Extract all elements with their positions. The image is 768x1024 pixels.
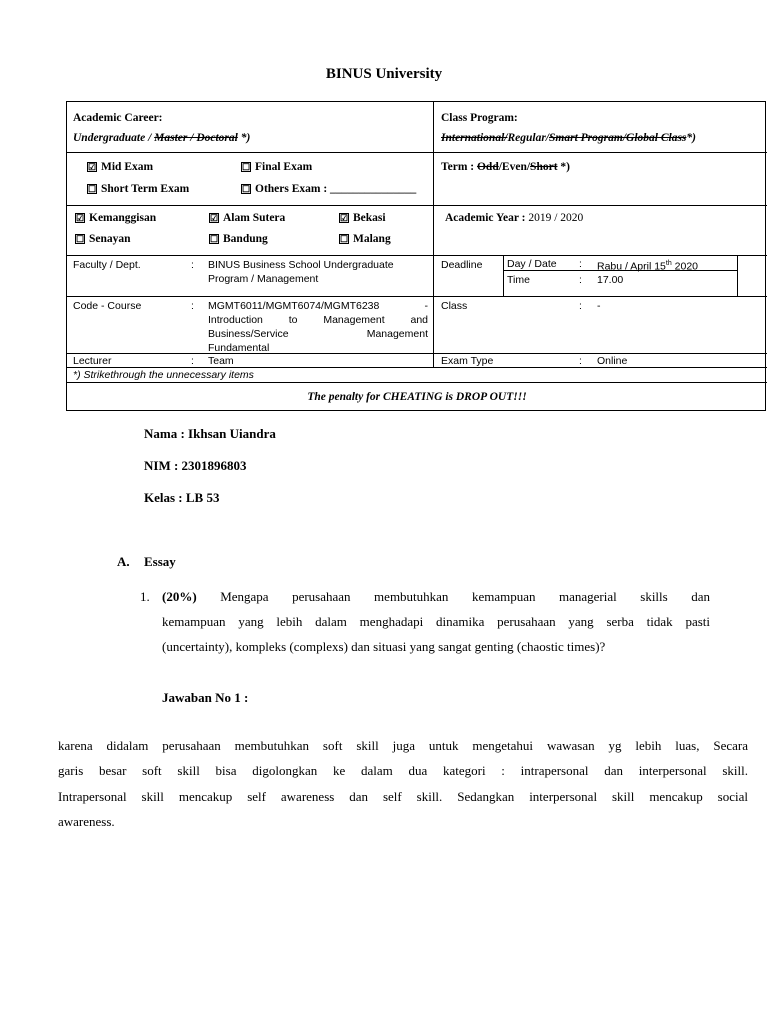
unchecked-box-icon: ☐ bbox=[242, 184, 251, 194]
footnote: *) Strikethrough the unnecessary items bbox=[73, 369, 254, 381]
campus-alam-sutera: ☑ Alam Sutera bbox=[210, 212, 286, 224]
day-date-value: Rabu / April 15th 2020 bbox=[597, 260, 699, 273]
campus-senayan: ☐ Senayan bbox=[76, 233, 131, 245]
row-divider bbox=[67, 205, 767, 206]
row-divider bbox=[67, 255, 767, 256]
answer-line-1: karena didalam perusahaan membutuhkan soft skill juga untuk mengetahui wawasan yg lebih luas, Secara bbox=[58, 738, 748, 753]
answer-line-4: awareness. bbox=[58, 814, 115, 829]
mid-exam-option: ☑ Mid Exam bbox=[88, 161, 154, 173]
section-title: Essay bbox=[144, 554, 176, 569]
class-label: Class bbox=[441, 300, 468, 312]
question-line-1: (20%) Mengapa perusahaan membutuhkan kemampuan managerial skills dan bbox=[162, 589, 710, 604]
course-value-1: MGMT6011/MGMT6074/MGMT6238 - bbox=[208, 300, 428, 312]
question-line-2: kemampuan yang lebih dalam menghadapi dinamika perusahaan yang serba tidak pasti bbox=[162, 614, 710, 629]
lecturer-value: Team bbox=[208, 355, 234, 367]
faculty-colon: : bbox=[191, 259, 194, 271]
day-date-label: Day / Date bbox=[507, 258, 557, 270]
course-label: Code - Course bbox=[73, 300, 142, 312]
others-exam-option: ☐ Others Exam : _______________ bbox=[242, 183, 417, 195]
campus-bekasi: ☑ Bekasi bbox=[340, 212, 386, 224]
section-letter: A. bbox=[117, 554, 130, 569]
row-divider bbox=[67, 382, 767, 383]
day-date-colon: : bbox=[579, 258, 582, 270]
question-number: 1. bbox=[140, 589, 150, 604]
course-colon: : bbox=[191, 300, 194, 312]
checked-box-icon: ☑ bbox=[210, 213, 219, 223]
unchecked-box-icon: ☐ bbox=[88, 184, 97, 194]
final-exam-option: ☐ Final Exam bbox=[242, 161, 313, 173]
time-value: 17.00 bbox=[597, 274, 624, 286]
answer-line-2: garis besar soft skill bisa digolongkan ke dalam dua kategori : intrapersonal dan interpersonal skill. bbox=[58, 763, 748, 778]
campus-bandung: ☐ Bandung bbox=[210, 233, 268, 245]
exam-type-value: Online bbox=[597, 355, 628, 367]
campus-kemanggisan: ☑ Kemanggisan bbox=[76, 212, 157, 224]
class-colon: : bbox=[579, 300, 582, 312]
exam-type-label: Exam Type bbox=[441, 355, 494, 367]
faculty-value-1: BINUS Business School Undergraduate bbox=[208, 259, 394, 271]
exam-type-colon: : bbox=[579, 355, 582, 367]
course-value-3: Business/Service Management bbox=[208, 328, 428, 340]
career-label: Academic Career: bbox=[73, 112, 163, 124]
student-nim: NIM : 2301896803 bbox=[144, 458, 247, 473]
student-name: Nama : Ikhsan Uiandra bbox=[144, 426, 276, 441]
career-options: Undergraduate / Master / Doctoral *) bbox=[73, 132, 251, 144]
unchecked-box-icon: ☐ bbox=[340, 234, 349, 244]
time-label: Time bbox=[507, 274, 530, 286]
student-class: Kelas : LB 53 bbox=[144, 490, 220, 505]
academic-year: Academic Year : 2019 / 2020 bbox=[445, 212, 584, 224]
faculty-value-2: Program / Management bbox=[208, 273, 319, 285]
col-divider bbox=[433, 102, 434, 367]
time-colon: : bbox=[579, 274, 582, 286]
row-divider bbox=[67, 152, 767, 153]
question-line-3: (uncertainty), kompleks (complexs) dan situasi yang sangat genting (chaostic times)? bbox=[162, 639, 606, 654]
unchecked-box-icon: ☐ bbox=[76, 234, 85, 244]
unchecked-box-icon: ☐ bbox=[210, 234, 219, 244]
row-divider bbox=[67, 353, 767, 354]
course-value-4: Fundamental bbox=[208, 342, 270, 354]
class-value: - bbox=[597, 300, 601, 312]
answer-heading: Jawaban No 1 : bbox=[162, 690, 249, 705]
short-term-exam-option: ☐ Short Term Exam bbox=[88, 183, 190, 195]
answer-line-3: Intrapersonal skill mencakup self awareness dan self skill. Sedangkan interpersonal skill mencakup social bbox=[58, 789, 748, 804]
campus-malang: ☐ Malang bbox=[340, 233, 391, 245]
lecturer-label: Lecturer bbox=[73, 355, 112, 367]
checked-box-icon: ☑ bbox=[340, 213, 349, 223]
checked-box-icon: ☑ bbox=[76, 213, 85, 223]
checked-box-icon: ☑ bbox=[88, 162, 97, 172]
deadline-label: Deadline bbox=[441, 259, 483, 271]
university-title: BINUS University bbox=[325, 66, 443, 82]
program-options: International/Regular/Smart Program/Global Class*) bbox=[441, 132, 696, 144]
faculty-label: Faculty / Dept. bbox=[73, 259, 141, 271]
deadline-divider bbox=[503, 255, 504, 296]
row-divider bbox=[67, 296, 767, 297]
exam-header-table bbox=[66, 101, 766, 411]
lecturer-colon: : bbox=[191, 355, 194, 367]
penalty-notice: The penalty for CHEATING is DROP OUT!!! bbox=[307, 391, 527, 403]
deadline-divider-right bbox=[737, 255, 738, 296]
term-field: Term : Odd/Even/Short *) bbox=[441, 161, 570, 173]
program-label: Class Program: bbox=[441, 112, 518, 124]
unchecked-box-icon: ☐ bbox=[242, 162, 251, 172]
course-value-2: Introduction to Management and bbox=[208, 314, 428, 326]
